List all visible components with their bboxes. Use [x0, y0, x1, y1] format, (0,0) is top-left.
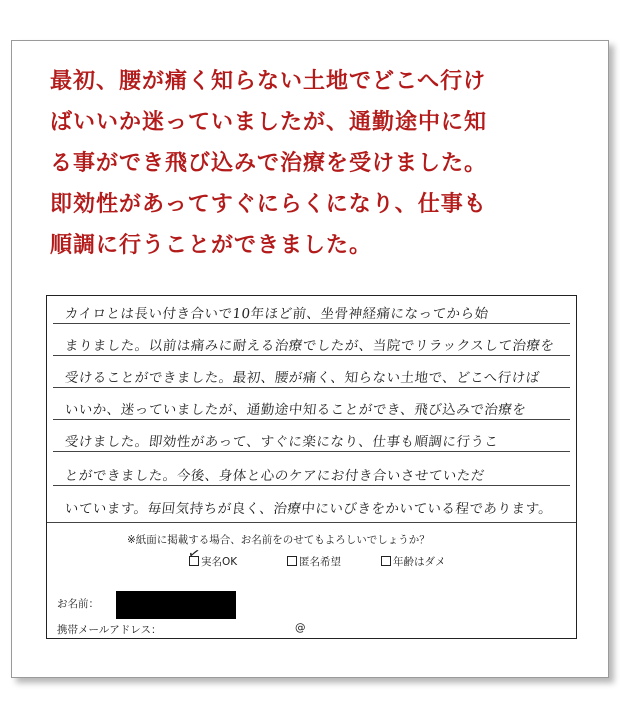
ruled-line: [53, 387, 570, 388]
email-label: 携帯メールアドレス：: [57, 624, 162, 636]
checkbox-icon: [189, 556, 199, 566]
email-at-sign: @: [295, 622, 306, 634]
handwritten-line: いています。毎回気持ちが良く、治療中にいびきをかいている程であります。: [63, 501, 554, 517]
questionnaire-form: [46, 295, 577, 639]
handwritten-line: いいか、迷っていましたが、通勤途中知ることができ、飛び込みで治療を: [63, 402, 528, 418]
ruled-line: [53, 323, 570, 324]
checkbox-icon: [287, 556, 297, 566]
headline: [50, 61, 590, 266]
headline-line: 順調に行うことができました。: [50, 233, 373, 258]
checkbox-label: 実名OK: [201, 556, 238, 568]
checkbox-label: 匿名希望: [299, 556, 341, 568]
handwritten-line: カイロとは長い付き合いで10年ほど前、坐骨神経痛になってから始: [63, 306, 490, 322]
ruled-line: [53, 355, 570, 356]
ruled-line: [53, 419, 570, 420]
name-label: お名前：: [57, 598, 99, 610]
handwritten-line: 受けました。即効性があって、すぐに楽になり、仕事も順調に行うこ: [63, 434, 500, 450]
checkbox-anonymous[interactable]: [287, 554, 341, 569]
checkbox-icon: [381, 556, 391, 566]
headline-line: る事ができ飛び込みで治療を受けました。: [50, 151, 488, 176]
checkbox-label: 年齢はダメ: [393, 556, 446, 568]
redacted-name: [116, 591, 236, 619]
ruled-line: [53, 485, 570, 486]
checkbox-no-age[interactable]: [381, 554, 446, 569]
handwritten-line: 受けることができました。最初、腰が痛く、知らない土地で、どこへ行けば: [63, 370, 541, 386]
headline-line: 最初、腰が痛く知らない土地でどこへ行け: [50, 69, 487, 94]
ruled-line: [53, 451, 570, 452]
handwritten-line: まりました。以前は痛みに耐える治療でしたが、当院でリラックスして治療を: [63, 338, 556, 354]
publish-consent-note: ※紙面に掲載する場合、お名前をのせてもよろしいでしょうか？: [127, 534, 430, 546]
checkbox-real-name-ok[interactable]: [189, 554, 237, 569]
checkmark-icon: ✓: [186, 544, 202, 564]
headline-line: 即効性があってすぐにらくになり、仕事も: [50, 192, 487, 217]
testimonial-card: [11, 40, 609, 678]
handwritten-line: とができました。今後、身体と心のケアにお付き合いさせていただ: [63, 468, 486, 484]
headline-line: ばいいか迷っていましたが、通勤途中に知: [50, 110, 488, 135]
section-divider: [47, 522, 576, 523]
